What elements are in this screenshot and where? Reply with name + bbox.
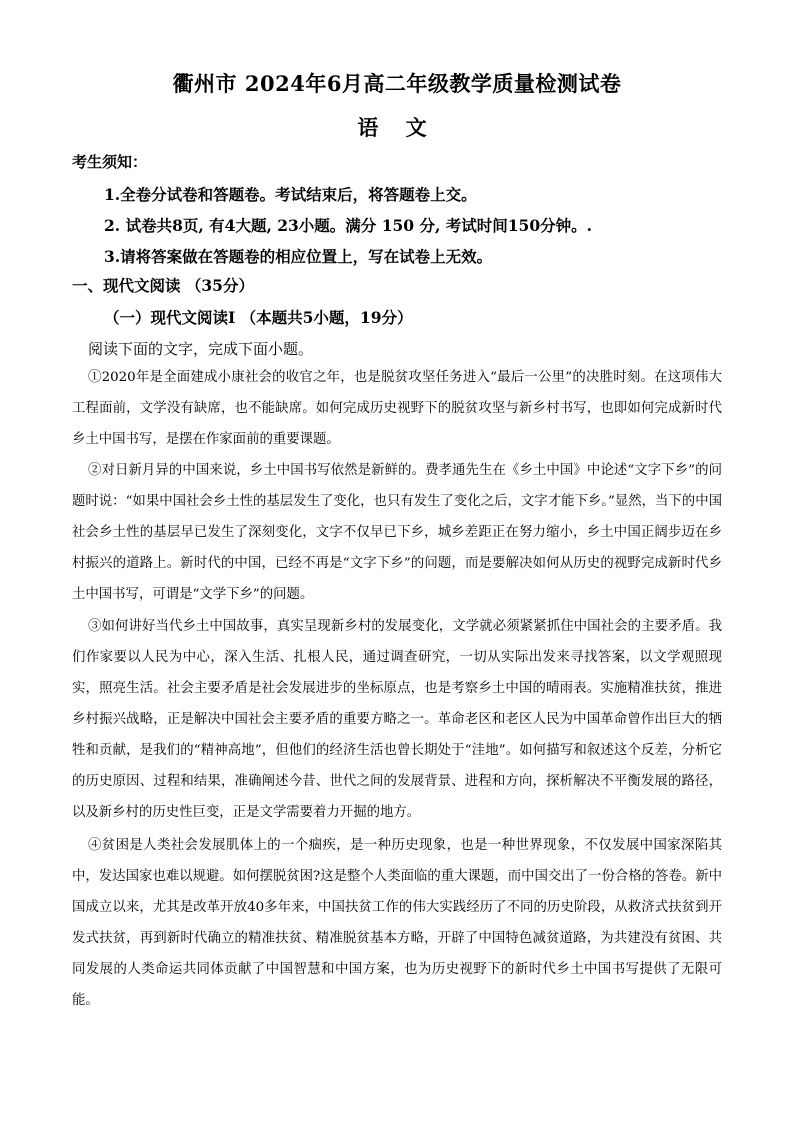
paragraph-3: ③如何讲好当代乡土中国故事，真实呈现新乡村的发展变化，文学就必须紧紧抓住中国社会的主要矛盾。我们作家要以人民为中心，深入生活、扎根人民，通过调查研究，一切从实际出发来寻找答案，以文学观照现实，照亮生活。社会主要矛盾是社会发展进步的坐标原点，也是考察乡土中国的晴雨表。实施精准扶贫，推进乡村振兴战略，正是解决中国社会主要矛盾的重要方略之一。革命老区和老区人民为中国革命曾作出巨大的牺牲和贡献，是我们的“精神高地”，但他们的经济生活也曾长期处于“洼地”。如何描写和叙述这个反差，分析它的历史原因、过程和结果，准确阐述今昔、世代之间的发展背景、进程和方向，探析解决不平衡发展的路径，以及新乡村的历史性巨变，正是文学需要着力开掘的地方。: [72, 619, 722, 820]
paragraph-4: ④贫困是人类社会发展肌体上的一个痼疾，是一种历史现象，也是一种世界现象，不仅发展中国家深陷其中，发达国家也难以规避。如何摆脱贫困?这是整个人类面临的重大课题，而中国交出了一份合格的答卷。新中国成立以来，尤其是改革开放40多年来，中国扶贫工作的伟大实践经历了不同的历史阶段，从救济式扶贫到开发式扶贫，再到新时代确立的精准扶贫、精准脱贫基本方略，开辟了中国特色减贫道路，为共建没有贫困、共同发展的人类命运共同体贡献了中国智慧和中国方案，也为历史视野下的新时代乡土中国书写提供了无限可能。: [72, 838, 722, 1008]
subsection-heading: （一）现代文阅读Ⅰ （本题共5小题，19分）: [104, 308, 413, 327]
paragraph-2: ②对日新月异的中国来说，乡土中国书写依然是新鲜的。费孝通先生在《乡土中国》中论述“文字下乡”的问题时说：“如果中国社会乡土性的基层发生了变化，也只有发生了变化之后，文字才能下乡。”显然，当下的中国社会乡土性的基层早已发生了深刻变化，文字不仅早已下乡，城乡差距正在努力缩小，乡土中国正阔步迈在乡村振兴的道路上。新时代的中国，已经不再是“文字下乡”的问题，而是要解决如何从历史的视野完成新时代乡土中国书写，可谓是“文学下乡”的问题。: [72, 463, 722, 602]
notice-heading: 考生须知：: [72, 153, 148, 171]
paragraph-1: ①2020年是全面建成小康社会的收官之年，也是脱贫攻坚任务进入“最后一公里”的决胜时刻。在这项伟大工程面前，文学没有缺席，也不能缺席。如何完成历史视野下的脱贫攻坚与新乡村书写，也即如何完成新时代乡土中国书写，是摆在作家面前的重要课题。: [72, 370, 722, 447]
notice-item-3: 3.请将答案做在答题卷的相应位置上，写在试卷上无效。: [104, 247, 493, 266]
notice-item-2: 2. 试卷共8页, 有4大题, 23小题。满分 150 分, 考试时间150分钟。.: [104, 216, 592, 235]
notice-item-1: 1.全卷分试卷和答题卷。考试结束后，将答题卷上交。: [104, 185, 477, 204]
section-heading: 一、现代文阅读 （35分）: [72, 276, 254, 295]
subject-title: 语 文: [357, 115, 437, 140]
reading-instruction: 阅读下面的文字，完成下面小题。: [88, 340, 314, 358]
exam-title: 衢州市 2024年6月高二年级教学质量检测试卷: [172, 71, 622, 96]
